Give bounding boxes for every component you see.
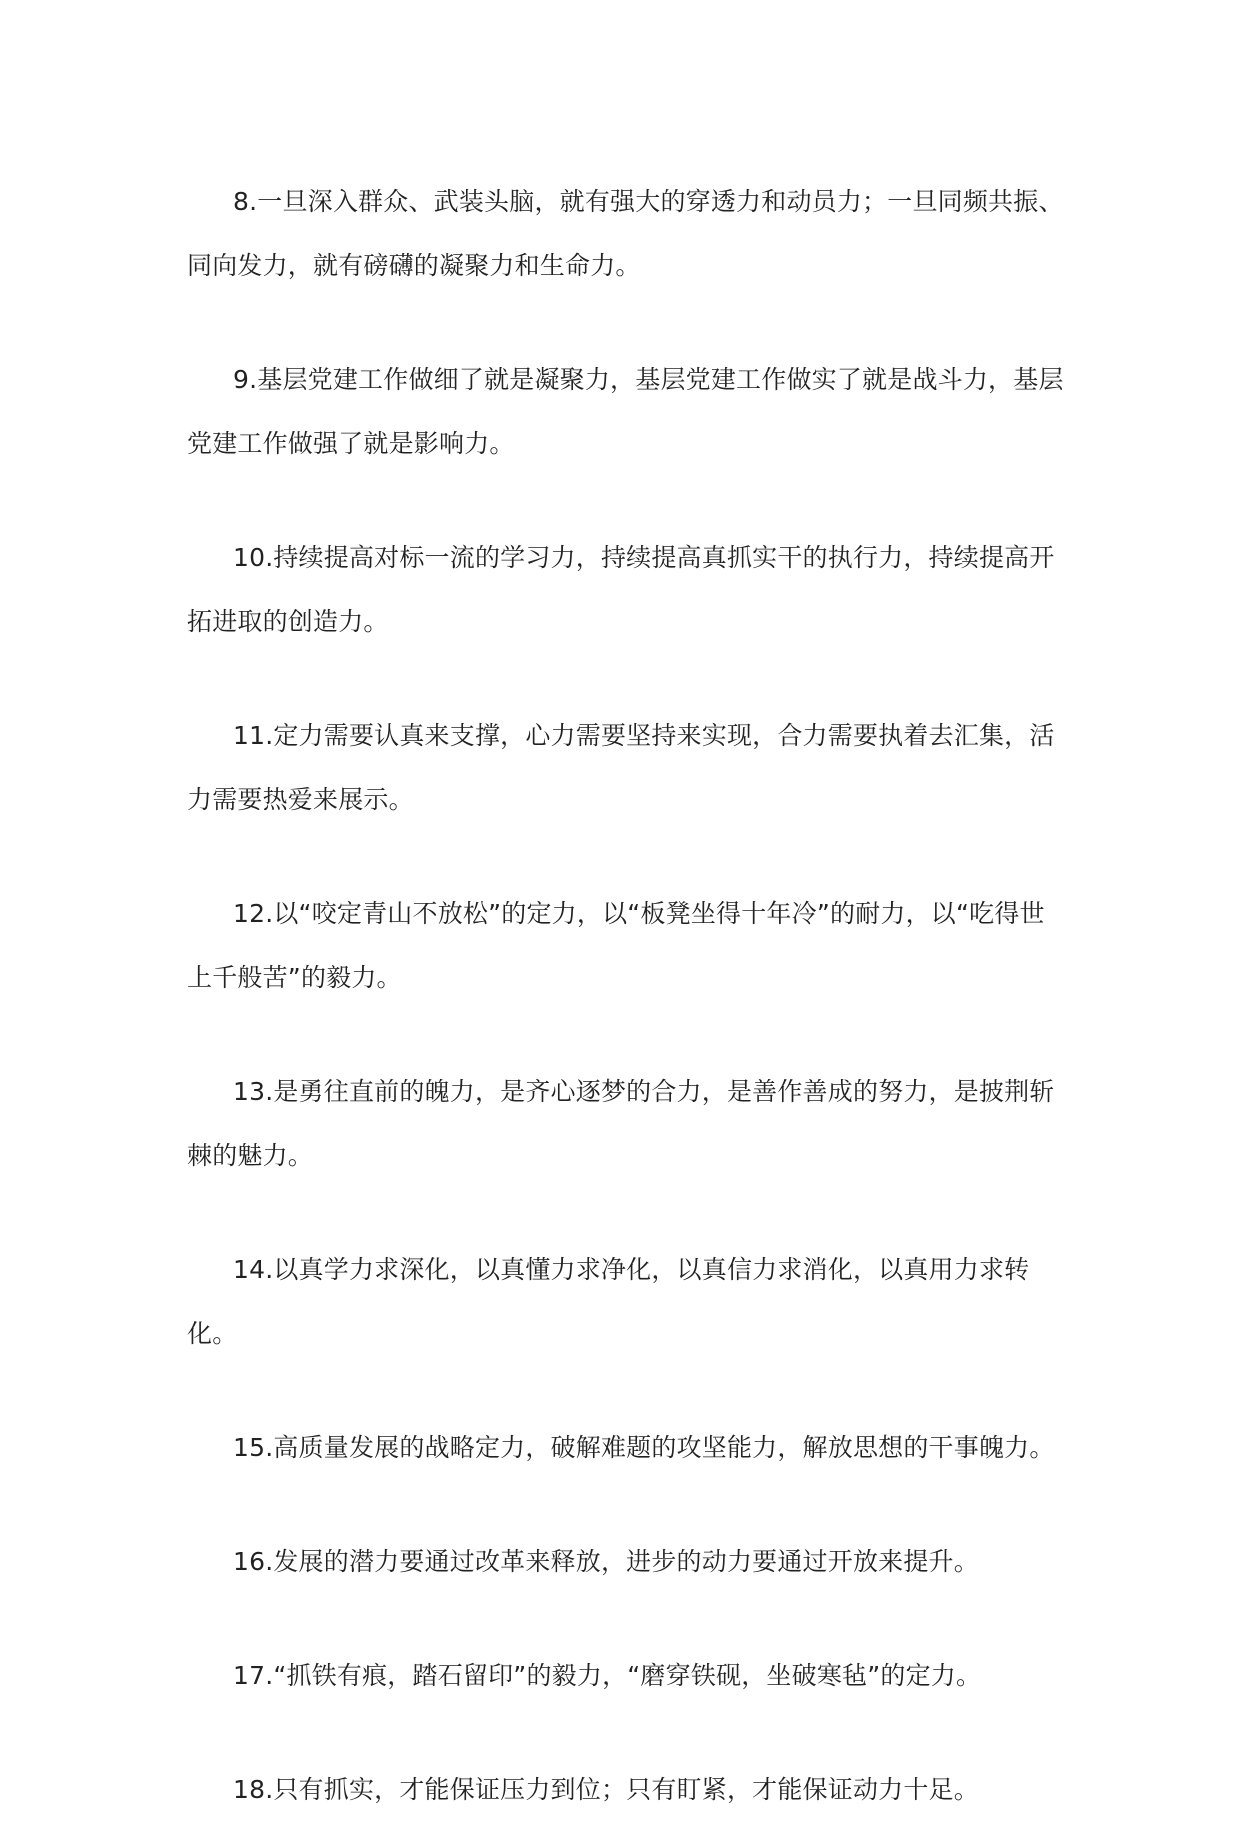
document-body <box>187 170 1067 1822</box>
paragraph-15: 15.高质量发展的战略定力，破解难题的攻坚能力，解放思想的干事魄力。 <box>233 1433 1055 1462</box>
paragraph-11: 11.定力需要认真来支撑，心力需要坚持来实现，合力需要执着去汇集，活力需要热爱来展示。 <box>187 721 1055 814</box>
paragraph-18: 18.只有抓实，才能保证压力到位；只有盯紧，才能保证动力十足。 <box>233 1775 979 1804</box>
paragraph-17: 17.“抓铁有痕，踏石留印”的毅力，“磨穿铁砚，坐破寒毡”的定力。 <box>233 1661 982 1690</box>
paragraph-13: 13.是勇往直前的魄力，是齐心逐梦的合力，是善作善成的努力，是披荆斩棘的魅力。 <box>187 1077 1055 1170</box>
paragraph-9: 9.基层党建工作做细了就是凝聚力，基层党建工作做实了就是战斗力，基层党建工作做强了就是影响力。 <box>187 365 1064 458</box>
paragraph-12: 12.以“咬定青山不放松”的定力，以“板凳坐得十年冷”的耐力，以“吃得世上千般苦”的毅力。 <box>187 899 1045 992</box>
paragraph-10: 10.持续提高对标一流的学习力，持续提高真抓实干的执行力，持续提高开拓进取的创造力。 <box>187 543 1055 636</box>
paragraph-16: 16.发展的潜力要通过改革来释放，进步的动力要通过开放来提升。 <box>233 1547 979 1576</box>
paragraph-8: 8.一旦深入群众、武装头脑，就有强大的穿透力和动员力；一旦同频共振、同向发力，就有磅礴的凝聚力和生命力。 <box>187 187 1064 280</box>
paragraph-14: 14.以真学力求深化，以真懂力求净化，以真信力求消化，以真用力求转化。 <box>187 1255 1030 1348</box>
